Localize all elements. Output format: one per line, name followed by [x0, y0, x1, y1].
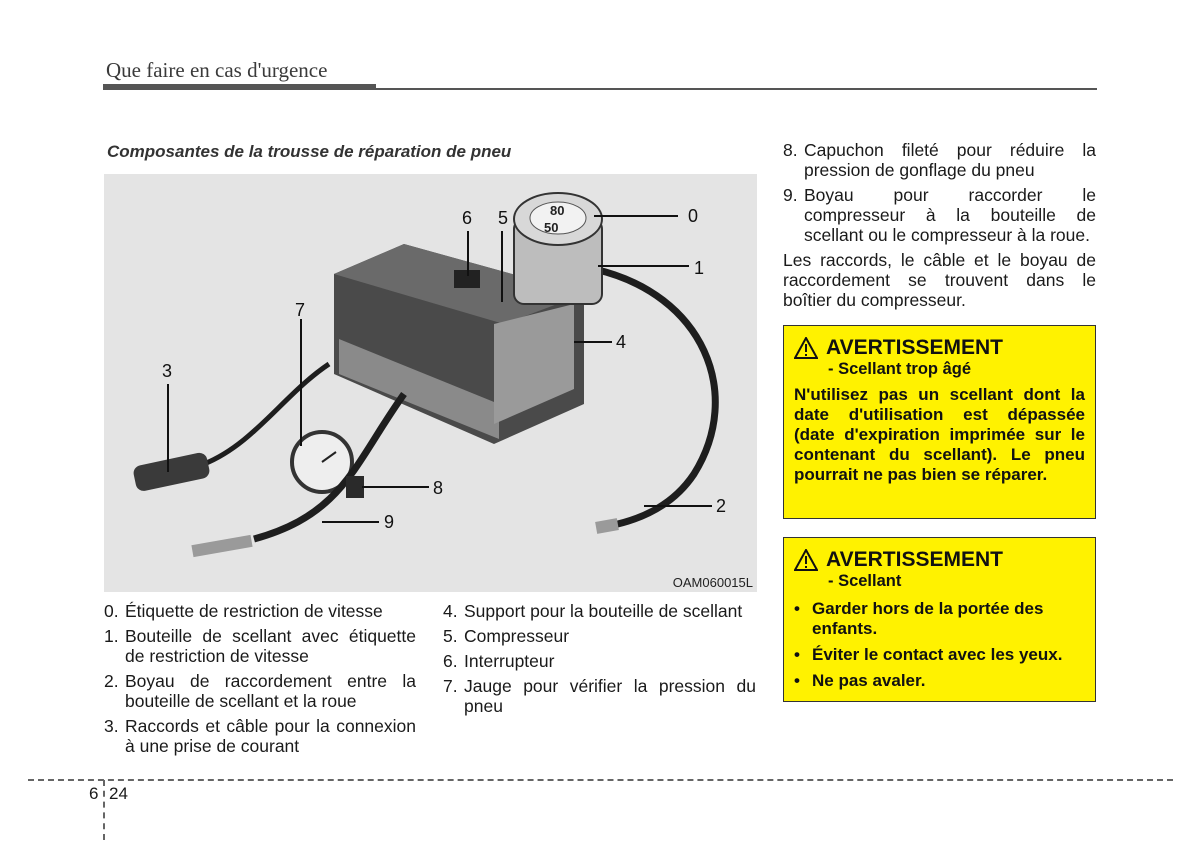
warning-header: [794, 548, 1085, 572]
list-item-number: 5.: [443, 626, 458, 646]
warning-bullet: [794, 671, 1085, 691]
warning-title: AVERTISSEMENT: [826, 548, 1003, 571]
callout-7: 7: [295, 300, 306, 320]
warning-subtitle: - Scellant: [828, 572, 902, 590]
callout-4: 4: [616, 332, 627, 352]
list-item-text: Interrupteur: [464, 651, 555, 671]
list-item-number: 1.: [104, 626, 119, 646]
tire-repair-kit-figure: [104, 174, 757, 592]
footer-dashed-rule: [28, 779, 1173, 781]
page-header-title: Que faire en cas d'urgence: [106, 58, 328, 82]
callout-2: 2: [716, 496, 727, 516]
warning-bullet-text: Ne pas avaler.: [812, 671, 926, 690]
list-item: [443, 601, 756, 621]
list-item-text: Étiquette de restriction de vitesse: [125, 601, 383, 621]
list-item-number: 3.: [104, 716, 119, 736]
list-item-text: Boyau pour raccorder le compresseur à la bouteille de scellant ou le compresseur à la roue.: [804, 185, 1096, 245]
callout-1: 1: [694, 258, 705, 278]
list-item: [783, 185, 1096, 245]
list-item: [443, 651, 756, 671]
header-rule-thick: [103, 84, 376, 90]
callout-6: 6: [462, 208, 473, 228]
storage-paragraph: Les raccords, le câble et le boyau de raccordement se trouvent dans le boîtier du compresseur.: [783, 250, 1096, 310]
threaded-cap: [346, 476, 364, 498]
hose-fitting: [595, 518, 619, 534]
warning-box-sealant: [783, 537, 1096, 702]
list-item: [104, 671, 416, 711]
figure-caption: Composantes de la trousse de réparation de pneu: [107, 142, 512, 161]
warning-triangle-icon: [794, 337, 818, 359]
warning-bullet: [794, 599, 1085, 639]
list-item-number: 4.: [443, 601, 458, 621]
warning-triangle-icon: [794, 549, 818, 571]
callout-5: 5: [498, 208, 509, 228]
speed-label-50: 50: [544, 220, 559, 235]
speed-label-80: 80: [550, 203, 565, 218]
callout-8: 8: [433, 478, 444, 498]
list-item: [104, 626, 416, 666]
page-number: 24: [109, 784, 128, 803]
bullet-dot: •: [794, 599, 800, 618]
list-item-number: 9.: [783, 185, 798, 205]
tire-repair-kit-illustration: [104, 174, 757, 592]
callout-9: 9: [384, 512, 395, 532]
list-item-text: Boyau de raccordement entre la bouteille de scellant et la roue: [125, 671, 416, 711]
component-list-left: [104, 601, 416, 761]
figure-code: OAM060015L: [672, 575, 753, 590]
warning-bullet-list: [794, 599, 1085, 691]
list-item-number: 6.: [443, 651, 458, 671]
warning-box-old-sealant: [783, 325, 1096, 519]
warning-bullet-text: Éviter le contact avec les yeux.: [812, 645, 1063, 664]
list-item-text: Compresseur: [464, 626, 570, 646]
list-item: [104, 601, 416, 621]
list-item-text: Bouteille de scellant avec étiquette de restriction de vitesse: [125, 626, 416, 666]
callout-3: 3: [162, 361, 173, 381]
warning-header: [794, 336, 1085, 360]
bullet-dot: •: [794, 645, 800, 664]
list-item-text: Raccords et câble pour la connexion à une prise de courant: [125, 716, 416, 756]
component-list-middle: [443, 601, 756, 721]
bullet-dot: •: [794, 671, 800, 690]
list-item: [783, 140, 1096, 180]
list-item-number: 8.: [783, 140, 798, 160]
warning-bullet-text: Garder hors de la portée des enfants.: [812, 599, 1044, 638]
list-item-number: 0.: [104, 601, 119, 621]
callout-0: 0: [688, 206, 699, 226]
component-list-right: [783, 140, 1096, 310]
warning-subtitle: - Scellant trop âgé: [828, 360, 972, 378]
list-item: [443, 626, 756, 646]
list-item-number: 7.: [443, 676, 458, 696]
footer-vertical-dashed-rule: [103, 780, 105, 840]
hose-nozzle: [191, 535, 252, 557]
list-item: [104, 716, 416, 756]
list-item-number: 2.: [104, 671, 119, 691]
list-item-text: Capuchon fileté pour réduire la pression de gonflage du pneu: [804, 140, 1096, 180]
warning-bullet: [794, 645, 1085, 665]
list-item-text: Support pour la bouteille de scellant: [464, 601, 743, 621]
warning-title: AVERTISSEMENT: [826, 336, 1003, 359]
hose-to-wheel: [594, 269, 715, 526]
list-item: [443, 676, 756, 716]
warning-body: N'utilisez pas un scellant dont la date d'utilisation est dépassée (date d'expiration imprimée sur le contenant du scellant). Le pneu pourrait ne pas bien se réparer.: [794, 385, 1085, 484]
page-chapter-number: 6: [89, 784, 99, 803]
header-rule-thin: [376, 88, 1097, 90]
power-plug: [132, 451, 211, 492]
list-item-text: Jauge pour vérifier la pression du pneu: [464, 676, 756, 716]
